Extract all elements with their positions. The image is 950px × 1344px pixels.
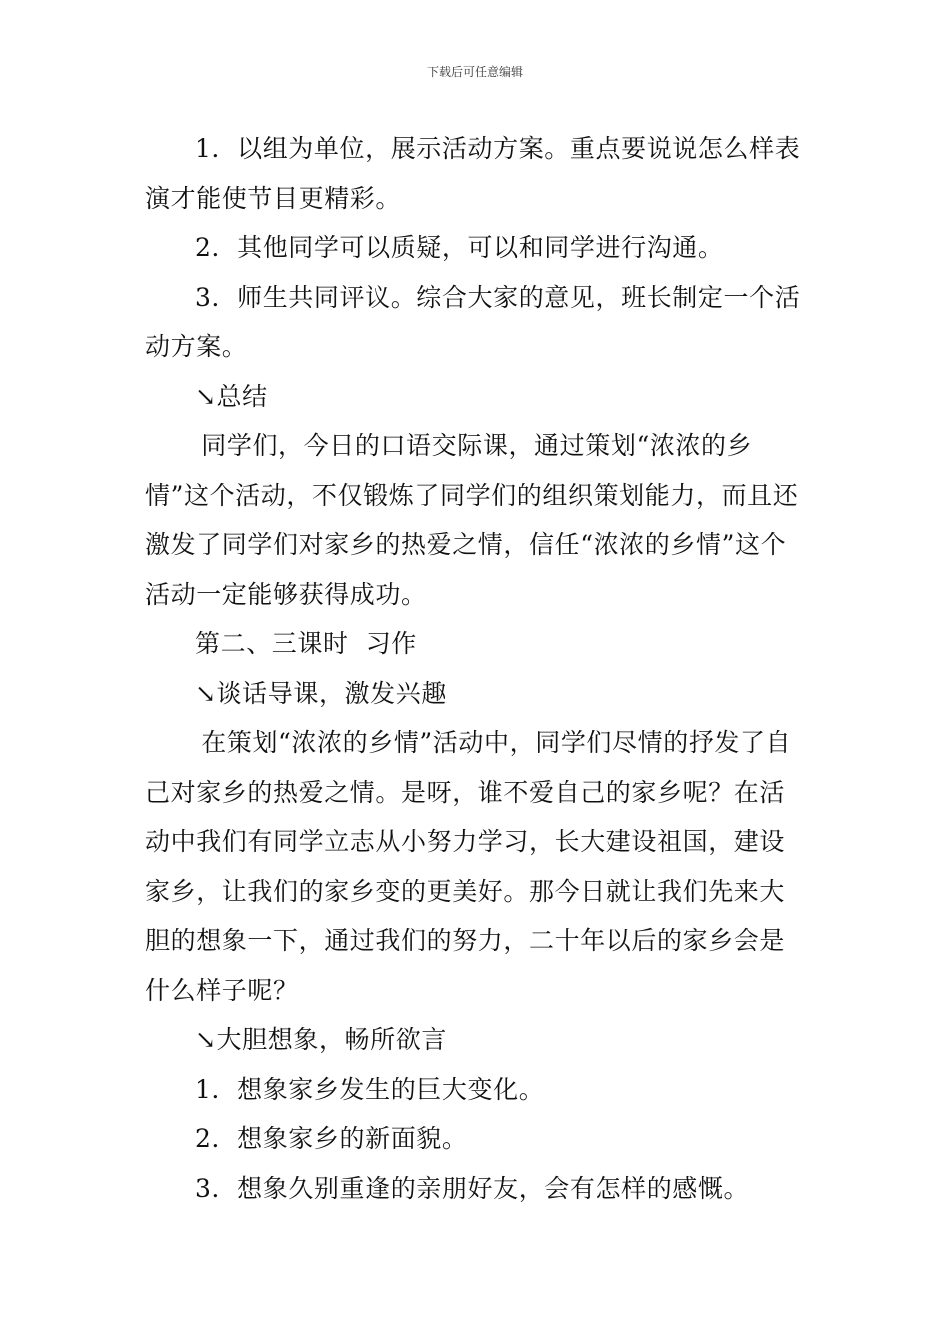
paragraph-step-2: 2．其他同学可以质疑，可以和同学进行沟通。 (195, 233, 724, 262)
section-heading-imagine: ↘大胆想象，畅所欲言 (195, 1025, 447, 1054)
section-heading-summary: ↘总结 (195, 381, 268, 411)
page-header-note: 下载后可任意编辑 (426, 65, 523, 79)
paragraph-imagine-3: 3．想象久别重逢的亲朋好友，会有怎样的感慨。 (195, 1173, 750, 1203)
section-heading-intro: ↘谈话导课，激发兴趣 (195, 678, 447, 708)
document-body (145, 124, 810, 1213)
lesson-heading: 第二、三课时 习作 (195, 629, 417, 658)
paragraph-intro: 在策划“浓浓的乡情”活动中，同学们尽情的抒发了自己对家乡的热爱之情。是呀，谁不爱自己的家乡呢？在活动中我们有同学立志从小努力学习，长大建设祖国，建设家乡，让我们的家乡变的更美好。那今日就让我们先来大胆的想象一下，通过我们的努力，二十年以后的家乡会是什么样子呢？ (145, 728, 792, 1005)
paragraph-step-1: 1．以组为单位，展示活动方案。重点要说说怎么样表演才能使节目更精彩。 (145, 134, 801, 213)
paragraph-imagine-2: 2．想象家乡的新面貌。 (195, 1124, 468, 1153)
paragraph-imagine-1: 1．想象家乡发生的巨大变化。 (195, 1074, 545, 1104)
paragraph-summary: 同学们，今日的口语交际课，通过策划“浓浓的乡情”这个活动，不仅锻炼了同学们的组织策划能力，而且还激发了同学们对家乡的热爱之情，信任“浓浓的乡情”这个活动一定能够获得成功。 (145, 431, 799, 609)
paragraph-step-3: 3．师生共同评议。综合大家的意见，班长制定一个活动方案。 (145, 282, 801, 361)
